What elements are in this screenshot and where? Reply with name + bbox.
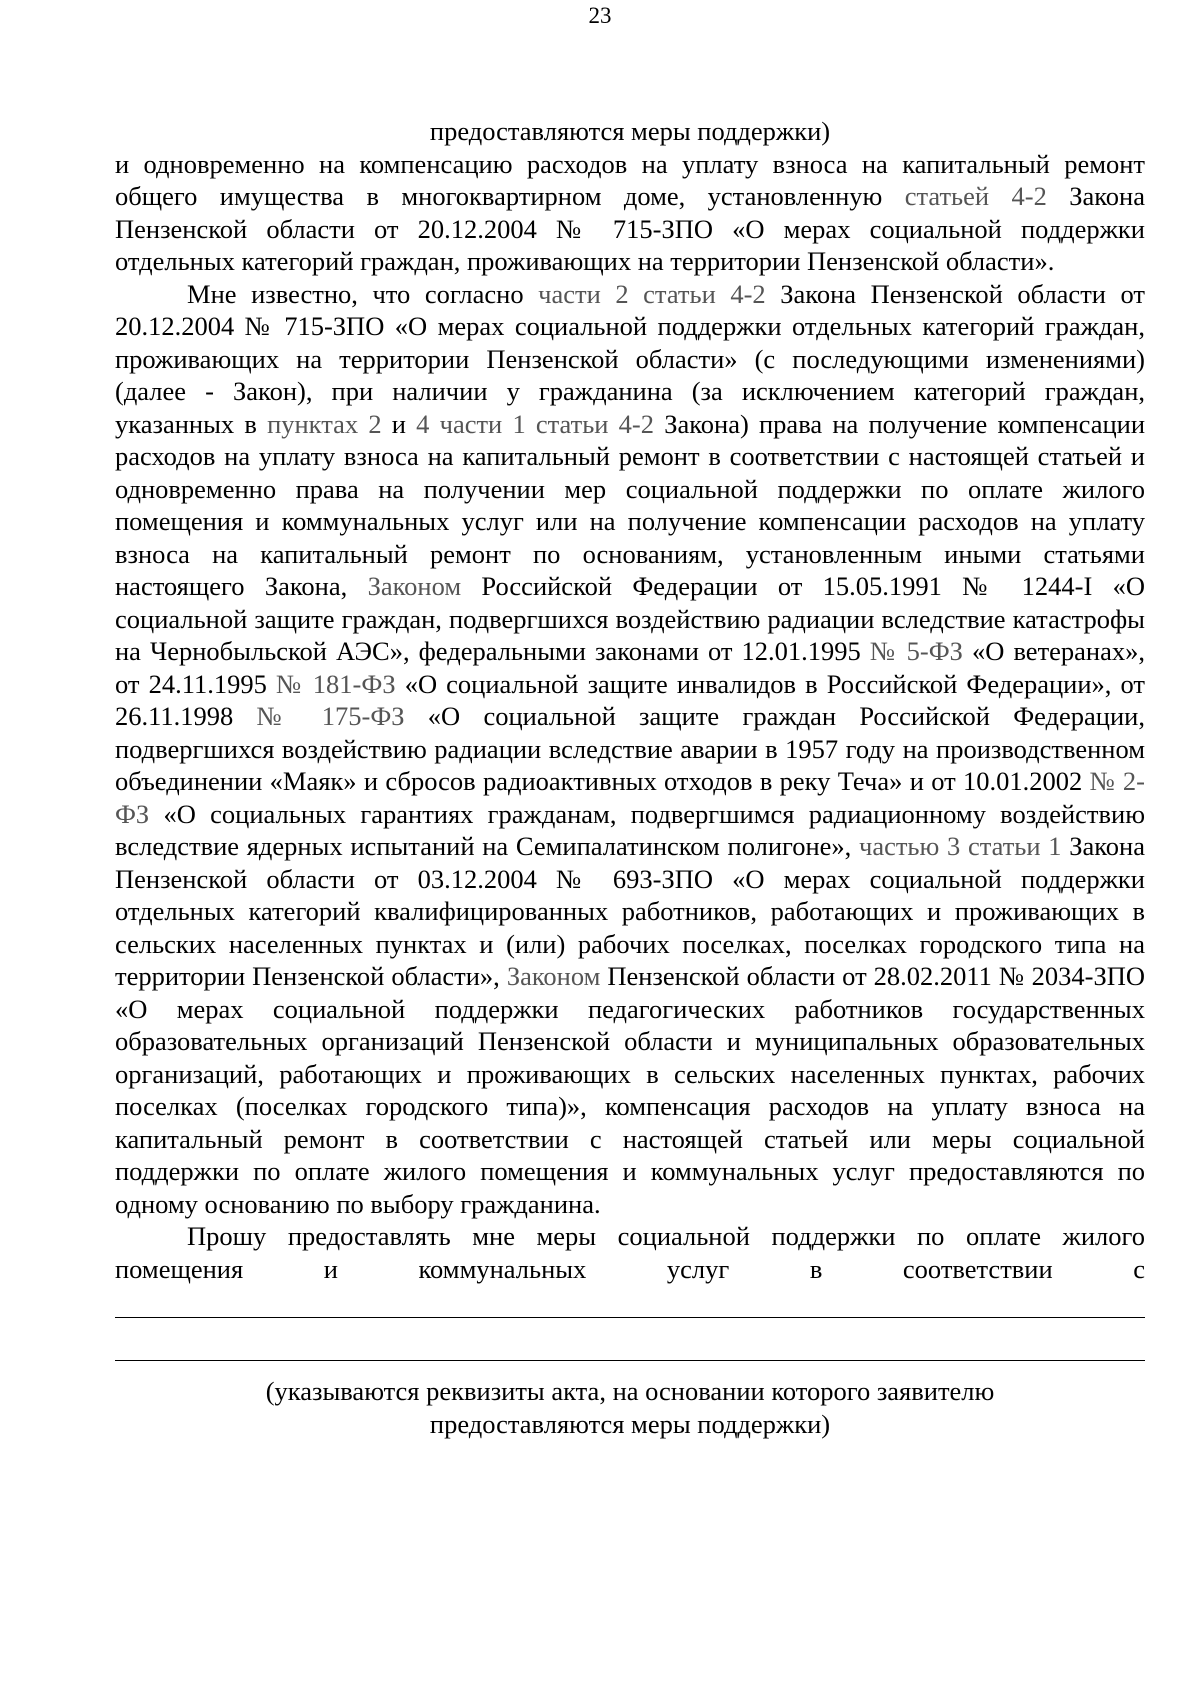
law-reference-link[interactable]: части 2 статьи 4-2 <box>538 278 766 309</box>
law-reference-link[interactable]: Законом <box>367 571 462 601</box>
law-reference-link[interactable]: № 5-ФЗ <box>869 636 963 666</box>
fill-in-line-2[interactable] <box>115 1360 1145 1361</box>
document-body <box>115 115 1145 1440</box>
law-reference-link[interactable]: № 2-ФЗ <box>115 766 1146 829</box>
law-reference-link[interactable]: 4 части 1 статьи 4-2 <box>416 408 655 439</box>
continuation-caption: предоставляются меры поддержки) <box>429 116 831 146</box>
law-reference-link[interactable]: частью 3 статьи 1 <box>859 831 1062 861</box>
fill-in-caption: (указываются реквизиты акта, на основании которого заявителю предоставляются меры поддержки) <box>265 1376 995 1439</box>
law-reference-link[interactable]: № 181-ФЗ <box>275 668 396 699</box>
paragraph-acknowledgement: Мне известно, что согласно части 2 статьи 4-2 Закона Пензенской области от 20.12.2004 № 715-ЗПО «О мерах социальной поддержки отдельных категорий граждан, проживающих на территории Пензенской области» (с последующими изменениями) (далее - Закон), при наличии у гражданина (за исключением категорий граждан, указанных в пунктах 2 и 4 части 1 статьи 4-2 Закона) права на получение компенсации расходов на уплату взноса на капитальный ремонт в соответствии с настоящей статьей и одновременно права на получении мер социальной поддержки по оплате жилого помещения и коммунальных услуг или на получение компенсации расходов на уплату взноса на капитальный ремонт по основаниям, установленным иными статьями настоящего Закона, Законом Российской Федерации от 15.05.1991 № 1244-I «О социальной защите граждан, подвергшихся воздействию радиации вследствие катастрофы на Чернобыльской АЭС», федеральными законами от 12.01.1995 № 5-ФЗ «О ветеранах», от 24.11.1995 № 181-ФЗ «О социальной защите инвалидов в Российской Федерации», от 26.11.1998 № 175-ФЗ «О социальной защите граждан Российской Федерации, подвергшихся воздействию радиации вследствие аварии в 1957 году на производственном объединении «Маяк» и сбросов радиоактивных отходов в реку Теча» и от 10.01.2002 № 2-ФЗ «О социальных гарантиях гражданам, подвергшимся радиационному воздействию вследствие ядерных испытаний на Семипалатинском полигоне», частью 3 статьи 1 Закона Пензенской области от 03.12.2004 № 693-ЗПО «О мерах социальной поддержки отдельных категорий квалифицированных работников, работающих и проживающих в сельских населенных пунктах и (или) рабочих поселках, поселках городского типа на территории Пензенской области», Законом Пензенской области от 28.02.2011 № 2034-ЗПО «О мерах социальной поддержки педагогических работников государственных образовательных организаций Пензенской области и муниципальных образовательных организаций, работающих и проживающих в сельских населенных пунктах, рабочих поселках (поселках городского типа)», компенсация расходов на уплату взноса на капитальный ремонт в соответствии с настоящей статьей или меры социальной поддержки по оплате жилого помещения и коммунальных услуг предоставляются по одному основанию по выбору гражданина. <box>115 278 1146 1219</box>
paragraph-request: Прошу предоставлять мне меры социальной поддержки по оплате жилого помещения и коммунальных услуг в соответствии с <box>115 1221 1145 1284</box>
fill-in-line-1[interactable] <box>115 1317 1145 1318</box>
paragraph-continuation: и одновременно на компенсацию расходов на уплату взноса на капитальный ремонт общего имущества в многоквартирном доме, установленную статьей 4-2 Закона Пензенской области от 20.12.2004 № 715-ЗПО «О мерах социальной поддержки отдельных категорий граждан, проживающих на территории Пензенской области». <box>115 148 1145 276</box>
page-number: 23 <box>588 3 612 28</box>
law-reference-link[interactable]: № 175-ФЗ <box>256 701 405 731</box>
law-reference-link[interactable]: Законом <box>506 961 601 991</box>
law-reference-link[interactable]: статьей 4-2 <box>904 181 1047 211</box>
law-reference-link[interactable]: пунктах 2 <box>267 408 382 439</box>
